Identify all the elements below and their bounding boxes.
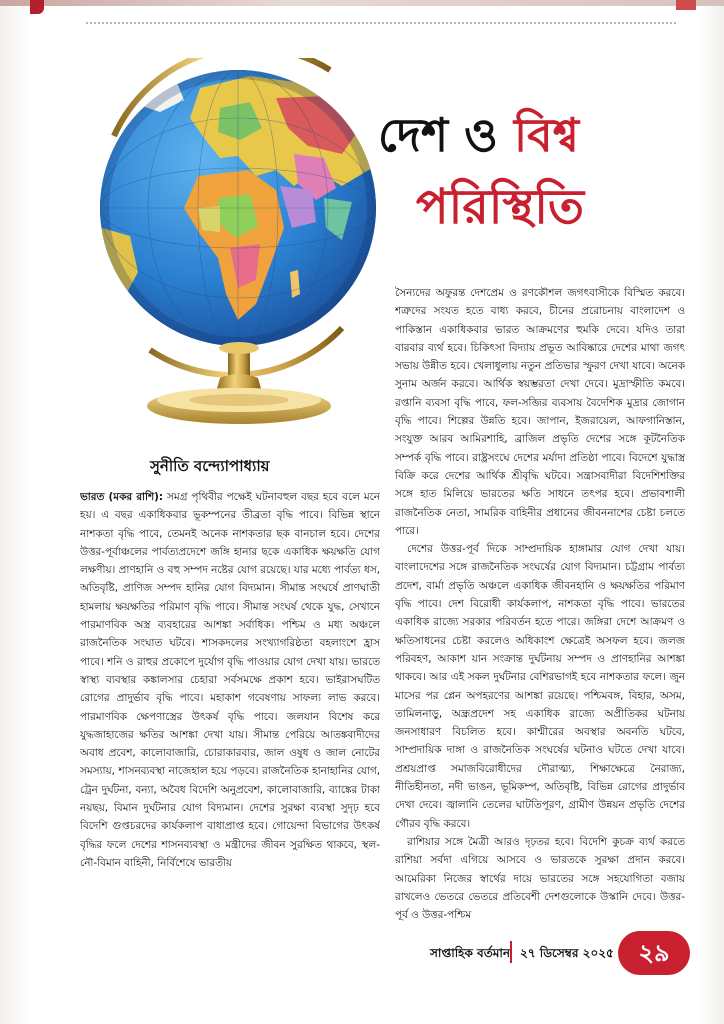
page-top-edge bbox=[0, 0, 724, 6]
author-name: সুনীতি বন্দ্যোপাধ্যায় bbox=[150, 457, 270, 475]
right-column-paragraph-2: দেশের উত্তর-পূর্ব দিকে সাম্প্রদায়িক হাঙ্গামার যোগ দেখা যায়। বাংলাদেশের সঙ্গে রাজনৈতিক সংঘর্ষের যোগ বিদ্যমান। চট্টগ্রাম পার্বত্য প্রদেশ, বার্মা প্রভৃতি অঞ্চলে একাধিক জীবনহানি ও ক্ষয়ক্ষতির পরিমাণ বৃদ্ধি পাবে। দেশ বিরোধী কার্যকলাপ, নাশকতা বৃদ্ধি পাবে। ভারতের একাধিক রাজ্যে সরকার পরিবর্তন হতে পারে। জঙ্গিরা দেশে আক্রমণ ও ক্ষতিসাধনের চেষ্টা করলেও অধিকাংশ ক্ষেত্রেই অসফল হবে। জলজ পরিবহণ, আকাশ যান সংক্রান্ত দুর্ঘটনায় সম্পদ ও প্রাণহানির আশঙ্কা থাকবে। আর এই সকল দুর্ঘটনার বেশিরভাগই হবে নাশকতার ফলে। জুন মাসের পর প্লেন অপহরণের আশঙ্কা রয়েছে। পশ্চিমবঙ্গ, বিহার, অসম, তামিলনাড়ু, অন্ধ্রপ্রদেশ সহ একাধিক রাজ্যে অপ্রীতিকর ঘটনায় জনসাধারণ বিচলিত হবে। কাশ্মীরের অবস্থার অবনতি ঘটবে, সাম্প্রদায়িক দাঙ্গা ও রাজনৈতিক সংঘর্ষের ঘটনাও ঘটতে দেখা যাবে। প্রশ্রয়প্রাপ্ত সমাজবিরোধীদের দৌরাত্ম্য, শিক্ষাক্ষেত্রে নৈরাজ্য, নীতিহীনতা, নদী ভাঙন, ভূমিকম্প, অতিবৃষ্টি, বিভিন্ন রোগের প্রাদুর্ভাব দেখা দেবে। জ্বালানি তেলের ঘাটতিপূরণ, গ্রামীণ উন্নয়ন প্রভৃতি দেশের গৌরব বৃদ্ধি করবে। bbox=[395, 543, 685, 830]
footer-separator bbox=[510, 941, 512, 963]
left-column bbox=[80, 488, 380, 920]
left-column-paragraph bbox=[80, 488, 380, 872]
title-line-1 bbox=[378, 105, 579, 165]
title-part-desh: দেশ ও bbox=[378, 108, 514, 162]
header-dotted-rule bbox=[86, 22, 676, 24]
page-corner-mark-right bbox=[676, 0, 696, 10]
page-number: ২৯ bbox=[618, 931, 690, 975]
globe-illustration bbox=[80, 58, 380, 443]
title-part-bishwa: বিশ্ব bbox=[513, 108, 579, 162]
title-line-2: পরিস্থিতি bbox=[416, 179, 584, 235]
page-corner-mark bbox=[30, 0, 44, 14]
article-title bbox=[370, 105, 670, 245]
issue-date: ২৭ ডিসেম্বর ২০২৫ bbox=[520, 946, 614, 960]
right-column bbox=[395, 284, 685, 924]
right-column-paragraph-1: সৈন্যদের অফুরন্ত দেশপ্রেম ও রণকৌশল জগৎবাসীকে বিস্মিত করবে। শত্রুদের সংযত হতে বাধ্য করবে, চীনের প্ররোচনায় বাংলাদেশ ও পাকিস্তান একাধিকবার ভারত আক্রমণের হুমকি দেবে। যদিও তারা বারবার ব্যর্থ হবে। চিকিৎসা বিদ্যায় প্রভূত আবিষ্কারে দেশের মাথা জগৎ সভায় উন্নীত হবে। খেলাধুলায় নতুন প্রতিভার স্ফুরণ দেখা যাবে। অনেক সুনাম অর্জন করবে। আর্থিক স্বয়ম্ভরতা দেখা দেবে। মুদ্রাস্ফীতি কমবে। রপ্তানি ব্যবসা বৃদ্ধি পাবে, ফল-সব্জির ব্যবসায় বৈদেশিক মুদ্রার জোগান বৃদ্ধি পাবে। শিল্পের উন্নতি হবে। জাপান, ইজরায়েল, আফগানিস্তান, সংযুক্ত আরব আমিরশাহি, ব্রাজিল প্রভৃতি দেশের সঙ্গে কূটনৈতিক সম্পর্ক বৃদ্ধি পাবে। রাষ্ট্রসংঘে দেশের মর্যাদা প্রতিষ্ঠা পাবে। বিদেশে যুদ্ধাস্ত্র বিক্রি করে দেশের আর্থিক শ্রীবৃদ্ধি ঘটবে। সন্ত্রাসবাদীরা বিদেশিশক্তির সঙ্গে হাত মিলিয়ে ভারতের ক্ষতি সাধনে তৎপর হবে। প্রভাবশালী রাজনৈতিক নেতা, সামরিক বাহিনীর প্রধানের জীবননাশের চেষ্টা চলতে পারে। bbox=[395, 287, 685, 537]
right-column-paragraph-3: রাশিয়ার সঙ্গে মৈত্রী আরও দৃঢ়তর হবে। বিদেশি কুচক্র ব্যর্থ করতে রাশিয়া সর্বদা এগিয়ে আসবে ও ভারতকে সুরক্ষা প্রদান করবে। আমেরিকা নিজের স্বার্থের দায়ে ভারতের সঙ্গে সহযোগিতা বজায় রাখলেও ভেতরে ভেতরে প্রতিবেশী দেশগুলোকে উস্কানি দেবে। উত্তর-পূর্ব ও উত্তর-পশ্চিম bbox=[395, 835, 685, 922]
left-column-text: সমগ্র পৃথিবীর পক্ষেই ঘটনাবহুল বছর হবে বলে মনে হয়। এ বছর একাধিকবার ভূকম্পনের তীব্রতা বৃদ্ধি পাবে। বিভিন্ন স্থানে নাশকতা বৃদ্ধি পাবে, তেমনই অনেক নাশকতার ছক বানচাল হবে। দেশের উত্তর-পূর্বাঞ্চলের পার্বত্যপ্রদেশে জঙ্গি হানার ছকে একাধিক ক্ষয়ক্ষতি যোগ লক্ষণীয়। প্রাণহানি ও বহু সম্পদ নষ্টের যোগ রয়েছে। যার মধ্যে পার্বত্য ধস, অতিবৃষ্টি, প্রাণিজ সম্পদ হানির যোগ বিদ্যমান। সীমান্ত সংঘর্ষে প্রাণঘাতী হামলায় ক্ষয়ক্ষতির পরিমাণ বৃদ্ধি পাবে। সীমান্ত সংঘর্ষ থেকে যুদ্ধ, সেখানে পারমাণবিক অস্ত্র ব্যবহারের আশঙ্কা সর্বাধিক। পশ্চিম ও মধ্য অঞ্চলে রাজনৈতিক সংঘাত ঘটবে। শাসকদলের সংখ্যাগরিষ্ঠতা বহলাংশে হ্রাস পাবে। শনি ও রাহুর প্রকোপে দুর্যোগ বৃদ্ধি পাওয়ার যোগ দেখা যায়। ভারতে স্বাস্থ্য ব্যবস্থার কঙ্কালসার চেহারা সর্বসমক্ষে প্রকাশ হবে। ভাইরাসঘটিত রোগের প্রাদুর্ভাব বৃদ্ধি পাবে। মহাকাশ গবেষণায় সাফল্য লাভ করবে। পারমাণবিক ক্ষেপণাস্ত্রের উৎকর্ষ বৃদ্ধি পাবে। জলযান বিশেষ করে যুদ্ধজাহাজের ক্ষতির আশঙ্কা দেখা যায়। সীমান্ত পেরিয়ে আতঙ্কবাদীদের অবাধ প্রবেশ, কালোবাজারি, চোরাকারবার, জাল ওষুধ ও জাল নোটের সমস্যায়, শাসনব্যবস্থা নাজেহাল হয়ে পড়বে। রাজনৈতিক হানাহানির যোগ, ট্রেন দুর্ঘটনা, বন্যা, অবৈধ বিদেশি অনুপ্রবেশ, কালোবাজারি, ব্যাঙ্কের টাকা নয়ছয়, বিমান দুর্ঘটনার যোগ বিদ্যমান। দেশের সুরক্ষা ব্যবস্থা সুদৃঢ় হবে বিদেশি গুপ্তচরদের কার্যকলাপ বাধাপ্রাপ্ত হবে। গোয়েন্দা বিভাগের উৎকর্ষ বৃদ্ধির ফলে দেশের শাসনব্যবস্থা ও মন্ত্রীদের জীবন সুরক্ষিত থাকবে, স্থল- নৌ-বিমান বাহিনী, নির্বিশেষে ভারতীয় bbox=[80, 491, 380, 869]
page-footer bbox=[430, 935, 700, 979]
globe-icon bbox=[80, 58, 380, 443]
magazine-name: সাপ্তাহিক বর্তমান bbox=[430, 946, 511, 960]
sign-heading: ভারত (মকর রাশি): bbox=[80, 491, 164, 503]
